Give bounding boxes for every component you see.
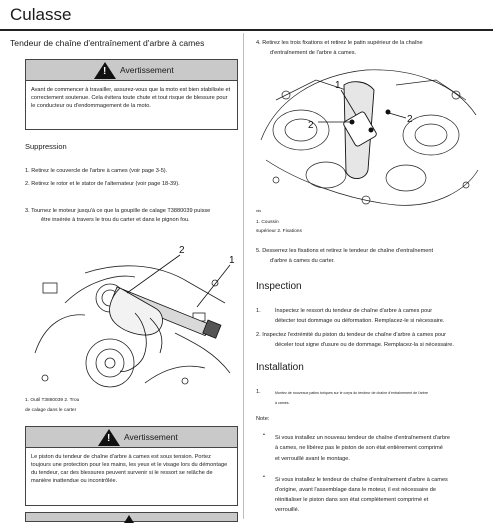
inspection-step-1-cont: détecter tout dommage ou déformation. Remplacez-le si nécessaire.: [275, 318, 445, 324]
figure2-callout-2a: 2: [308, 120, 314, 131]
figure2-callout-1: 1: [335, 80, 341, 91]
inspection-step-2: 2. Inspectez l'extrémité du piston du tendeur de chaîne d'arbre à cames pour: [256, 332, 446, 338]
installation-step-1: Montez de nouveaux patins toriques sur le corps du tendeur de chaîne d'entraînement de l'arbre: [275, 391, 429, 395]
warning-box: [25, 59, 238, 130]
figure2-tag: rds: [256, 209, 261, 213]
warning-label: Avertissement: [120, 65, 174, 75]
figure2-caption-cont: supérieur 2. Fixations: [256, 229, 302, 234]
inspection-step-2-cont: déceler tout signe d'usure ou de dommage. Remplacez-la si nécessaire.: [275, 342, 454, 348]
bullet-dot: •: [263, 474, 265, 480]
warning-label-2: Avertissement: [124, 432, 178, 442]
warning-box-2: [25, 426, 238, 506]
timing-pin-figure: [25, 243, 238, 391]
removal-step-5: 5. Desserrez les fixations et retirez le tendeur de chaîne d'entraînement: [256, 248, 434, 254]
figure2-callout-2b: 2: [407, 114, 413, 125]
note-bullet-1-cont: à cames, ne libérez pas le piston de son état entièrement comprimé: [275, 445, 443, 451]
figure2-caption: 1. Coussin: [256, 220, 279, 225]
installation-heading: Installation: [256, 362, 304, 373]
removal-heading: Suppression: [25, 142, 67, 151]
column-divider: [243, 33, 244, 519]
warning-icon: [124, 515, 134, 523]
warning-icon: !: [98, 429, 120, 446]
warning-header: [26, 60, 237, 81]
note-bullet-2-cont: d'origine, avant l'assemblage dans le moteur, il est nécessaire de: [275, 487, 437, 493]
cam-chain-pad-figure: [256, 60, 481, 213]
inspection-step-1-number: 1.: [256, 308, 261, 314]
section-title: Tendeur de chaîne d'entraînement d'arbre à cames: [10, 38, 205, 48]
removal-step-1: 1. Retirez le couvercle de l'arbre à cames (voir page 3-5).: [25, 168, 168, 174]
page-title: Culasse: [10, 5, 72, 24]
note-label: Note:: [256, 416, 270, 422]
bullet-dot: •: [263, 432, 265, 438]
figure1-callout-1: 1: [229, 255, 235, 266]
removal-step-2: 2. Retirez le rotor et le stator de l'alternateur (voir page 18-39).: [25, 181, 180, 187]
warning-text-2: Le piston du tendeur de chaîne d'arbre à cames est sous tension. Portez toujours une protection pour les mains, les yeux et le visage lors du démontage du tendeur, car des blessures peuvent survenir si le ressort se relâche de manière inattendue ou incontrôlée.: [31, 454, 228, 485]
warning-text: Avant de commencer à travailler, assurez-vous que la moto est bien stabilisée et correctement soutenue. Cela évitera toute chute et tout risque de blessure pour le conducteur ou d'endommagement de la moto.: [31, 87, 231, 110]
note-bullet-2: Si vous installez le tendeur de chaîne d'entraînement d'arbre à cames: [275, 477, 448, 483]
note-bullet-1: Si vous installez un nouveau tendeur de chaîne d'entraînement d'arbre: [275, 435, 451, 441]
note-bullet-2-cont3: verrouillé.: [275, 507, 300, 513]
warning-header-2: [26, 427, 237, 448]
removal-step-4-cont: d'entraînement de l'arbre à cames.: [270, 50, 357, 56]
figure1-caption: 1. Outil T3880039 2. Trou: [25, 398, 80, 403]
installation-step-1-number: 1.: [256, 389, 261, 395]
removal-step-3: 3. Tournez le moteur jusqu'à ce que la goupille de calage T3880039 puisse: [25, 208, 211, 214]
warning-box-3-partial: [25, 512, 238, 522]
removal-step-5-cont: d'arbre à cames du carter.: [270, 258, 335, 264]
note-bullet-2-cont2: réinitialiser le piston dans son état complètement comprimé et: [275, 497, 429, 503]
inspection-step-1: Inspectez le ressort du tendeur de chaîne d'arbre à cames pour: [275, 308, 433, 314]
warning-icon: !: [94, 62, 116, 79]
figure1-callout-2: 2: [179, 245, 185, 256]
inspection-heading: Inspection: [256, 281, 302, 292]
removal-step-3-cont: être insérée à travers le trou du carter et dans le pignon fou.: [41, 217, 190, 223]
title-divider: [0, 29, 493, 31]
installation-step-1-cont: à cames.: [275, 401, 290, 405]
removal-step-4: 4. Retirez les trois fixations et retirez le patin supérieur de la chaîne: [256, 40, 423, 46]
figure1-caption-cont: de calage dans le carter: [25, 408, 77, 413]
note-bullet-1-cont2: et verrouillé avant le montage.: [275, 456, 350, 462]
